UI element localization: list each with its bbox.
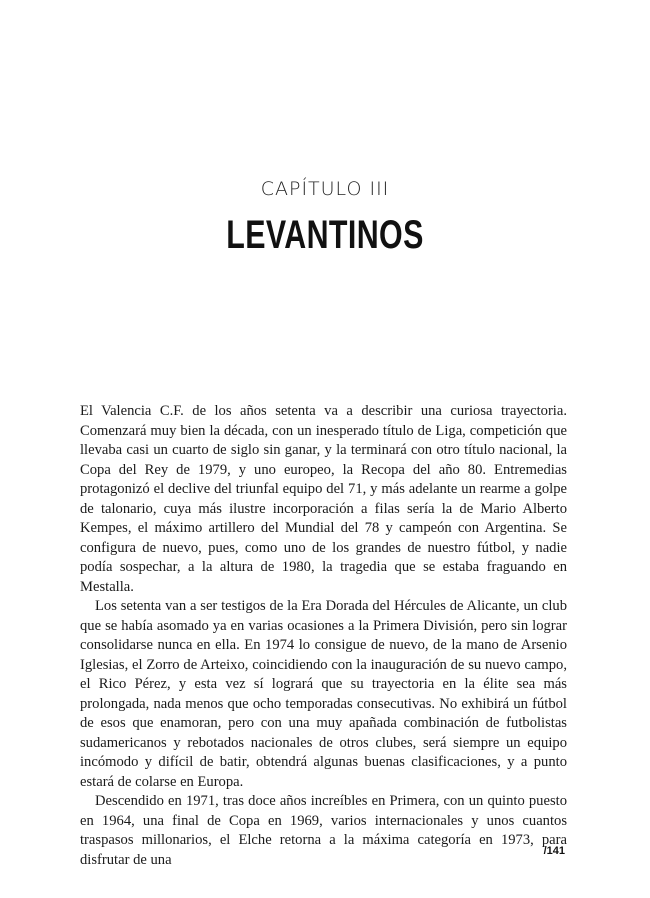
chapter-label: CAPÍTULO III [260,178,390,200]
paragraph-valencia: El Valencia C.F. de los años setenta va a describir una curiosa trayectoria. Comenzará muy bien la década, con un inesperado título de Liga, competición que llevaba casi un cuarto de siglo sin ganar, y la terminará con otro título nacional, la Copa del Rey de 1979, y uno europeo, la Recopa del año 80. Entremedias protagonizó el declive del triunfal equipo del 71, y más adelante un rearme a golpe de talonario, cuya más ilustre incorporación a filas sería la de Mario Alberto Kempes, el máximo artillero del Mundial del 78 y campeón con Argentina. Se configura de nuevo, pues, como uno de los grandes de nuestro fútbol, y nadie podía sospechar, a la altura de 1980, la tragedia que se estaba fraguando en Mestalla. [80,403,567,595]
page-number: /141 [543,845,565,857]
paragraph-hercules: Los setenta van a ser testigos de la Era Dorada del Hércules de Alicante, un club que se había asomado ya en varias ocasiones a la Primera División, pero sin lograr consolidarse nunca en ella. En 1974 lo consigue de nuevo, de la mano de Arsenio Iglesias, el Zorro de Arteixo, coincidiendo con la inauguración de su nuevo campo, el Rico Pérez, y esta vez sí logrará que su trayectoria en la élite sea más prolongada, nada menos que ocho temporadas consecutivas. No exhibirá un fútbol de esos que enamoran, pero con una muy apañada combinación de futbolistas sudamericanos y rebotados nacionales de otros clubes, será siempre un equipo incómodo y difícil de batir, obtendrá algunas buenas clasificaciones, y a punto estará de colarse en Europa. [80,598,567,790]
paragraph-elche: Descendido en 1971, tras doce años increíbles en Primera, con un quinto puesto en 1964, una final de Copa en 1969, varios internacionales y unos cuantos traspasos millonarios, el Elche retorna a la máxima categoría en 1973, para disfrutar de una [80,793,567,868]
chapter-title: LEVANTINOS [226,213,424,257]
body-text [80,402,567,870]
